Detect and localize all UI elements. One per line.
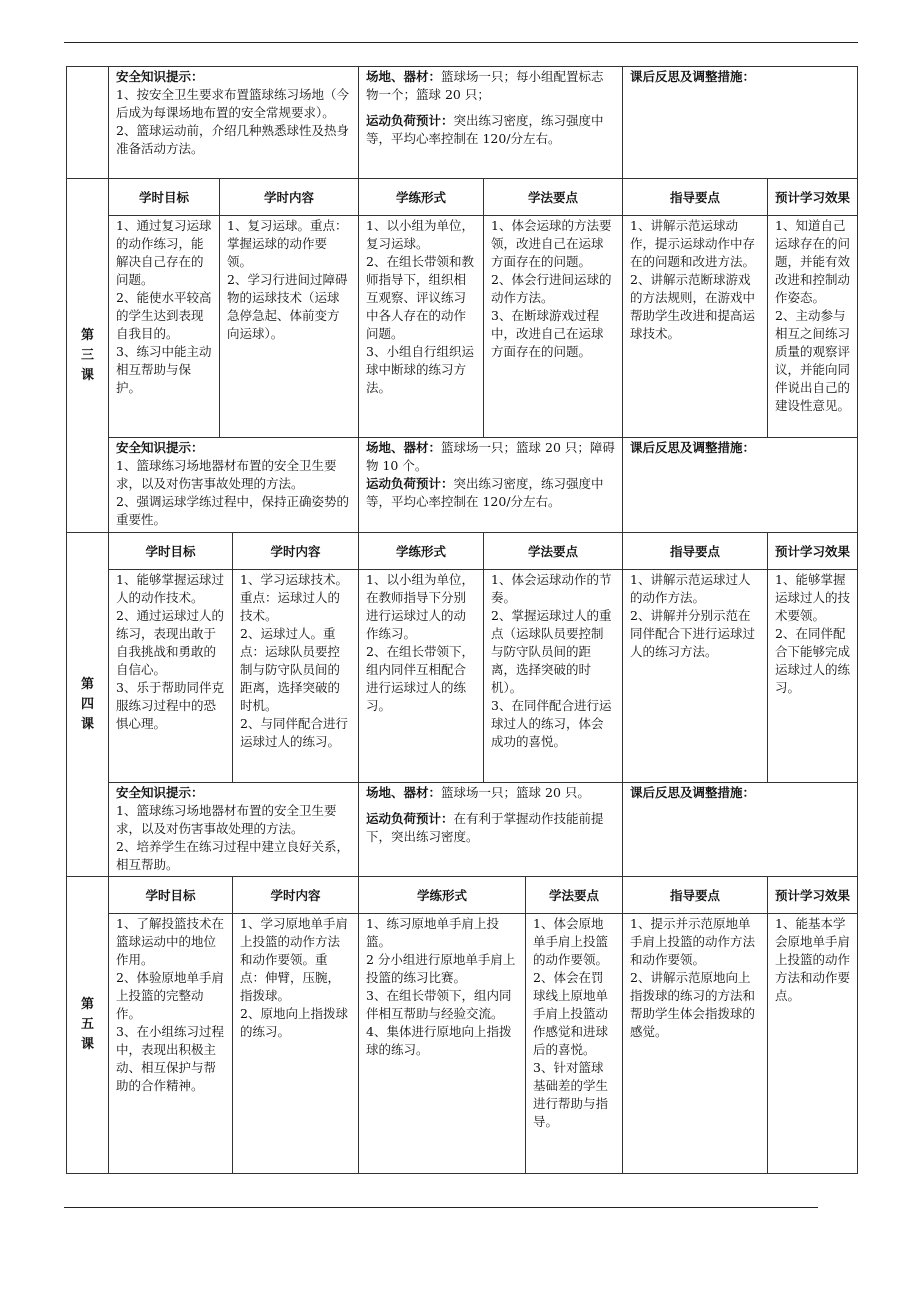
header-content: 学时内容 (232, 876, 359, 914)
goal-item: 1、能够掌握运球过人的动作技术。 (116, 572, 224, 605)
effect-cell (767, 913, 858, 1174)
load-text: 在有利于掌握动作技能前提下，突出练习密度。 (366, 811, 604, 844)
method-item: 1、体会原地单手肩上投篮的动作要领。 (533, 916, 609, 967)
guide-item: 2、讲解示范断球游戏的方法规则，在游戏中帮助学生改进和提高运球技术。 (630, 272, 756, 341)
header-rule (64, 42, 858, 43)
effect-cell (767, 215, 858, 438)
header-form: 学练形式 (358, 532, 484, 570)
reflection-label: 课后反思及调整措施： (630, 69, 756, 84)
lesson-side-label (66, 178, 109, 533)
goal-item: 3、乐于帮助同伴克服练习过程中的恐惧心理。 (116, 680, 224, 731)
reflection-cell (622, 782, 858, 877)
side-char: 五 (80, 1017, 94, 1032)
safety-item: 2、强调运球学练过程中，保持正确姿势的重要性。 (116, 494, 349, 527)
goal-item: 2、体验原地单手肩上投篮的完整动作。 (116, 970, 224, 1021)
goal-item: 3、练习中能主动相互帮助与保护。 (116, 344, 212, 395)
guide-cell (622, 913, 768, 1174)
side-char: 三 (80, 347, 94, 363)
goal-cell (108, 569, 233, 783)
form-item: 2 分小组进行原地单手肩上投篮的练习比赛。 (366, 952, 516, 985)
reflection-cell (622, 437, 858, 533)
guide-cell (622, 569, 768, 783)
effect-item: 1、能够掌握运球过人的技术要领。 (775, 572, 851, 623)
content-item: 2、与同伴配合进行运球过人的练习。 (240, 716, 348, 749)
guide-item: 1、提示并示范原地单手肩上投篮的动作方法和动作要领。 (630, 916, 756, 967)
method-cell (483, 569, 623, 783)
venue-text: 篮球场一只；每小组配置标志物一个；篮球 20 只； (366, 69, 604, 102)
method-item: 2、掌握运球过人的重点（运球队员要控制与防守队员间的距离，选择突破的时机）。 (491, 608, 612, 695)
load-text: 突出练习密度，练习强度中等，平均心率控制在 120/分左右。 (366, 113, 604, 146)
content-item: 2、原地向上指拨球的练习。 (240, 1006, 348, 1039)
form-cell (358, 215, 484, 438)
header-guide: 指导要点 (622, 876, 768, 914)
goal-item: 2、通过运球过人的练习，表现出敢于自我挑战和勇敢的自信心。 (116, 608, 224, 677)
reflection-label: 课后反思及调整措施： (630, 785, 756, 800)
safety-item: 2、篮球运动前，介绍几种熟悉球性及热身准备活动方法。 (116, 123, 349, 156)
reflection-label: 课后反思及调整措施： (630, 440, 756, 455)
header-effect: 预计学习效果 (767, 532, 858, 570)
effect-item: 1、知道自己运球存在的问题，并能有效改进和控制动作姿态。 (775, 218, 851, 305)
content-item: 2、学习行进间过障碍物的运球技术（运球急停急起、体前变方向运球）。 (227, 272, 348, 341)
header-form: 学练形式 (358, 178, 484, 216)
method-item: 3、针对篮球基础差的学生进行帮助与指导。 (533, 1060, 609, 1129)
safety-item: 2、培养学生在练习过程中建立良好关系，相互帮助。 (116, 839, 349, 872)
guide-item: 1、讲解示范运球动作，提示运球动作中存在的问题和改进方法。 (630, 218, 756, 269)
safety-label: 安全知识提示： (116, 69, 204, 84)
guide-item: 2、讲解并分别示范在同伴配合下进行运球过人的练习方法。 (630, 608, 756, 659)
content-cell (219, 215, 359, 438)
content-cell (232, 913, 359, 1174)
load-label: 运动负荷预计： (366, 113, 454, 128)
header-content: 学时内容 (219, 178, 359, 216)
venue-text: 篮球场一只；篮球 20 只；障碍物 10 个。 (366, 440, 615, 473)
header-goal: 学时目标 (108, 178, 220, 216)
side-char: 第 (80, 997, 94, 1012)
venue-label: 场地、器材： (366, 440, 442, 455)
form-item: 1、练习原地单手肩上投篮。 (366, 916, 499, 949)
safety-tips-cell (108, 66, 359, 179)
header-method: 学法要点 (483, 178, 623, 216)
venue-text: 篮球场一只；篮球 20 只。 (441, 785, 590, 800)
method-item: 2、体会在罚球线上原地单手肩上投篮动作感觉和进球后的喜悦。 (533, 970, 609, 1057)
goal-item: 3、在小组练习过程中，表现出积极主动、相互保护与帮助的合作精神。 (116, 1024, 224, 1093)
venue-load-cell (358, 782, 623, 877)
footer-rule (64, 1207, 818, 1208)
goal-item: 1、了解投篮技术在篮球运动中的地位作用。 (116, 916, 224, 967)
header-method: 学法要点 (525, 876, 623, 914)
form-cell (358, 913, 526, 1174)
header-guide: 指导要点 (622, 178, 768, 216)
lesson-plan-table (66, 66, 858, 1174)
header-goal: 学时目标 (108, 876, 233, 914)
lesson-side-label (66, 532, 109, 877)
reflection-cell (622, 66, 858, 179)
form-item: 3、在组长带领下，组内同伴相互帮助与经验交流。 (366, 988, 512, 1021)
side-char: 课 (80, 367, 94, 383)
content-item: 1、复习运球。重点：掌握运球的动作要领。 (227, 218, 348, 269)
side-char: 课 (80, 716, 94, 732)
form-item: 3、小组自行组织运球中断球的练习方法。 (366, 344, 474, 395)
side-char: 第 (80, 327, 94, 343)
safety-label: 安全知识提示： (116, 440, 204, 455)
header-effect: 预计学习效果 (767, 876, 858, 914)
header-guide: 指导要点 (622, 532, 768, 570)
effect-item: 2、主动参与相互之间练习质量的观察评议，并能向同伴说出自己的建设性意见。 (775, 308, 851, 413)
safety-item: 1、篮球练习场地器材布置的安全卫生要求，以及对伤害事故处理的方法。 (116, 458, 337, 491)
method-item: 2、体会行进间运球的动作方法。 (491, 272, 612, 305)
safety-tips-cell (108, 782, 359, 877)
effect-cell (767, 569, 858, 783)
content-item: 2、运球过人。重点：运球队员要控制与防守队员间的距离，选择突破的时机。 (240, 626, 341, 713)
side-cell-prev (66, 66, 109, 179)
safety-item: 1、按安全卫生要求布置篮球练习场地（今后成为每课场地布置的安全常规要求）。 (116, 87, 349, 120)
side-char: 课 (80, 1037, 94, 1052)
goal-item: 2、能使水平较高的学生达到表现自我目的。 (116, 290, 212, 341)
form-item: 2、在组长带领下，组内同伴互相配合进行运球过人的练习。 (366, 644, 474, 713)
method-item: 1、体会运球的方法要领，改进自己在运球方面存在的问题。 (491, 218, 612, 269)
header-form: 学练形式 (358, 876, 526, 914)
safety-item: 1、篮球练习场地器材布置的安全卫生要求，以及对伤害事故处理的方法。 (116, 803, 337, 836)
header-method: 学法要点 (483, 532, 623, 570)
guide-item: 2、讲解示范原地向上指拨球的练习的方法和帮助学生体会指拨球的感觉。 (630, 970, 756, 1039)
lesson-side-label (66, 876, 109, 1174)
form-item: 1、以小组为单位，复习运球。 (366, 218, 474, 251)
method-item: 1、体会运球动作的节奏。 (491, 572, 612, 605)
goal-cell (108, 215, 220, 438)
side-char: 四 (80, 696, 94, 712)
goal-cell (108, 913, 233, 1174)
method-item: 3、在断球游戏过程中，改进自己在运球方面存在的问题。 (491, 308, 604, 359)
goal-item: 1、通过复习运球的动作练习，能解决自己存在的问题。 (116, 218, 212, 287)
venue-label: 场地、器材： (366, 785, 442, 800)
guide-cell (622, 215, 768, 438)
form-cell (358, 569, 484, 783)
form-item: 1、以小组为单位，在教师指导下分别进行运球过人的动作练习。 (366, 572, 474, 641)
side-char: 第 (80, 676, 94, 692)
safety-label: 安全知识提示： (116, 785, 204, 800)
safety-tips-cell (108, 437, 359, 533)
load-label: 运动负荷预计： (366, 811, 454, 826)
header-goal: 学时目标 (108, 532, 233, 570)
venue-label: 场地、器材： (366, 69, 442, 84)
form-item: 2、在组长带领和教师指导下，组织相互观察、评议练习中各人存在的动作问题。 (366, 254, 474, 341)
content-item: 1、学习原地单手肩上投篮的动作方法和动作要领。重点：伸臂，压腕，指拨球。 (240, 916, 348, 1003)
header-effect: 预计学习效果 (767, 178, 858, 216)
effect-item: 2、在同伴配合下能够完成运球过人的练习。 (775, 626, 851, 695)
header-content: 学时内容 (232, 532, 359, 570)
method-cell (483, 215, 623, 438)
method-cell (525, 913, 623, 1174)
load-label: 运动负荷预计： (366, 476, 454, 491)
venue-load-cell (358, 437, 623, 533)
load-text: 突出练习密度，练习强度中等，平均心率控制在 120/分左右。 (366, 476, 604, 509)
form-item: 4、集体进行原地向上指拨球的练习。 (366, 1024, 512, 1057)
guide-item: 1、讲解示范运球过人的动作方法。 (630, 572, 751, 605)
method-item: 3、在同伴配合进行运球过人的练习，体会成功的喜悦。 (491, 698, 612, 749)
content-item: 1、学习运球技术。重点：运球过人的技术。 (240, 572, 348, 623)
venue-load-cell (358, 66, 623, 179)
effect-item: 1、能基本学会原地单手肩上投篮的动作方法和动作要点。 (775, 916, 851, 1003)
content-cell (232, 569, 359, 783)
